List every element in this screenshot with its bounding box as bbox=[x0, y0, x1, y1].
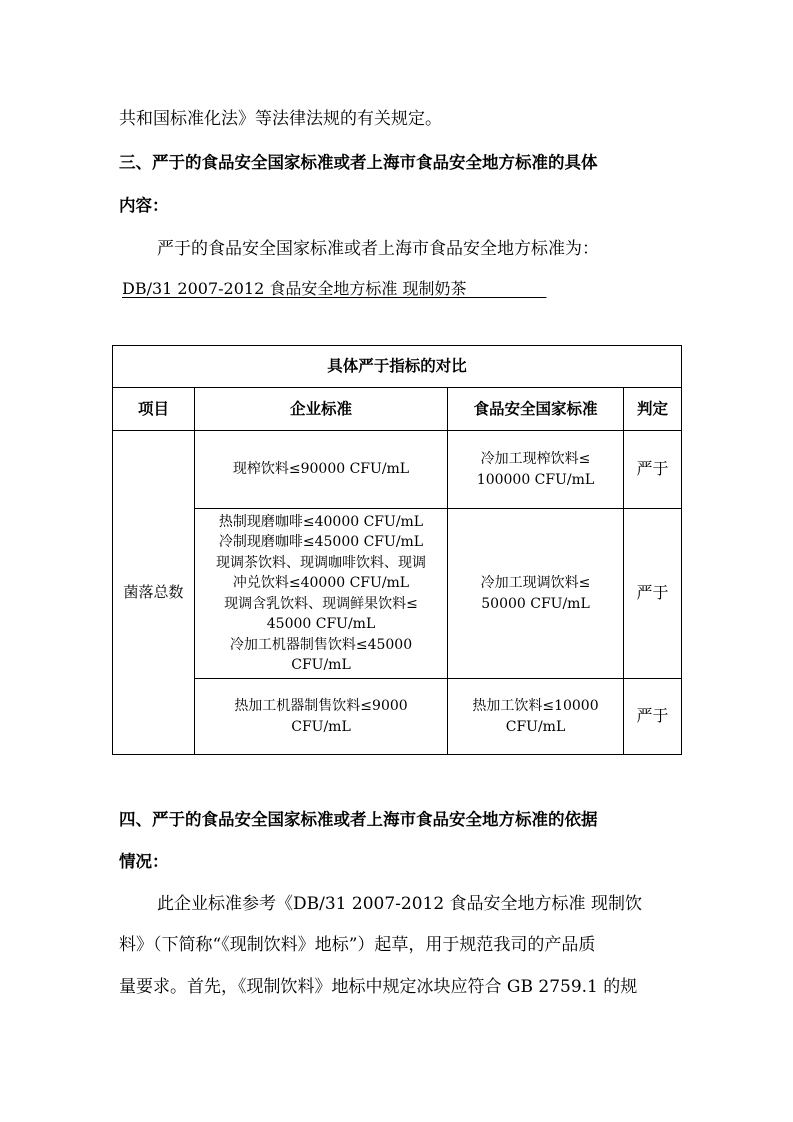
cell-line: CFU/mL bbox=[291, 718, 351, 735]
cell-line: 热制现磨咖啡≤40000 CFU/mL bbox=[218, 513, 424, 530]
verdict-cell: 严于 bbox=[624, 679, 682, 755]
paragraph-line: 料》（下简称“《现制饮料》地标”）起草，用于规范我司的产品质 bbox=[119, 935, 596, 955]
verdict-cell: 严于 bbox=[624, 509, 682, 679]
verdict-cell: 严于 bbox=[624, 431, 682, 509]
cell-line: 现调茶饮料、现调咖啡饮料、现调 bbox=[216, 554, 426, 571]
cell-line: 冷加工现榨饮料≤ bbox=[480, 451, 591, 467]
paragraph-line: 此企业标准参考《DB/31 2007-2012 食品安全地方标准 现制饮 bbox=[157, 894, 642, 914]
table-row bbox=[113, 679, 682, 755]
cell-line: 热加工机器制售饮料≤9000 bbox=[234, 698, 408, 714]
section-heading-3-cont: 内容： bbox=[119, 196, 169, 215]
cell-line: 现榨饮料≤90000 CFU/mL bbox=[232, 461, 410, 478]
cell-line: 50000 CFU/mL bbox=[481, 595, 590, 612]
cell-line: 冷制现磨咖啡≤45000 CFU/mL bbox=[218, 534, 424, 550]
enterprise-cell bbox=[195, 679, 448, 755]
enterprise-cell bbox=[195, 431, 448, 509]
section-heading-4: 四、严于的食品安全国家标准或者上海市食品安全地方标准的依据 bbox=[119, 810, 598, 829]
cell-line: 冲兑饮料≤40000 CFU/mL bbox=[232, 575, 410, 591]
cell-line: 冷加工机器制售饮料≤45000 bbox=[229, 636, 413, 653]
enterprise-cell bbox=[195, 509, 448, 679]
header-verdict: 判定 bbox=[624, 388, 682, 431]
cell-line: CFU/mL bbox=[505, 718, 566, 735]
item-cell: 菌落总数 bbox=[113, 431, 195, 755]
cell-line: 100000 CFU/mL bbox=[476, 471, 595, 488]
section-heading-3: 三、严于的食品安全国家标准或者上海市食品安全地方标准的具体 bbox=[119, 153, 598, 172]
cell-line: 现调含乳饮料、现调鲜果饮料≤ bbox=[224, 595, 418, 612]
cell-line: CFU/mL bbox=[291, 657, 351, 673]
paragraph-line: 严于的食品安全国家标准或者上海市食品安全地方标准为： bbox=[157, 239, 599, 259]
header-enterprise: 企业标准 bbox=[195, 388, 448, 431]
cell-line: 冷加工现调饮料≤ bbox=[480, 575, 591, 591]
header-national: 食品安全国家标准 bbox=[448, 388, 624, 431]
header-item: 项目 bbox=[113, 388, 195, 431]
standard-name: DB/31 2007-2012 食品安全地方标准 现制奶茶 bbox=[122, 279, 547, 298]
table-title: 具体严于指标的对比 bbox=[113, 346, 682, 388]
section-heading-4-cont: 情况： bbox=[119, 852, 169, 871]
cell-line: 45000 CFU/mL bbox=[266, 616, 376, 632]
table-row bbox=[113, 431, 682, 509]
table-row bbox=[113, 509, 682, 679]
paragraph-line: 量要求。首先，《现制饮料》地标中规定冰块应符合 GB 2759.1 的规 bbox=[119, 977, 638, 997]
national-cell bbox=[448, 431, 624, 509]
national-cell bbox=[448, 509, 624, 679]
comparison-table bbox=[112, 345, 682, 755]
paragraph-line: 共和国标准化法》等法律法规的有关规定。 bbox=[119, 109, 442, 129]
national-cell bbox=[448, 679, 624, 755]
cell-line: 热加工饮料≤10000 bbox=[472, 698, 599, 714]
